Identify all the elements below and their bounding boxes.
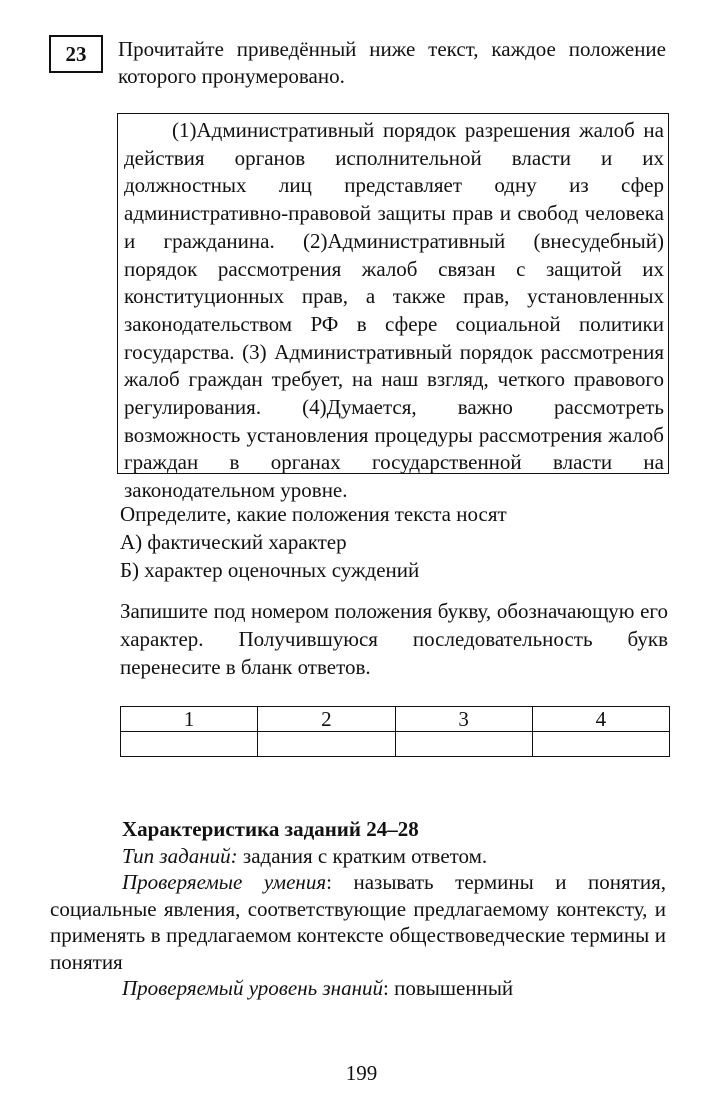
questions-block (120, 500, 668, 584)
task-number: 23 (65, 41, 87, 66)
answer-table-header-row (121, 707, 670, 732)
position-header-2: 2 (258, 707, 395, 732)
skills-label: Проверяемые умения (122, 870, 327, 894)
position-header-4: 4 (532, 707, 669, 732)
level-value: : повышенный (383, 976, 514, 1000)
answer-cell-3[interactable] (395, 732, 532, 757)
task-type-line (50, 843, 666, 870)
text-passage: (1)Административный порядок разрешения жалоб на действия органов исполнительной власти и их должностных лиц представляет одну из сфер административно-правовой защиты прав и свобод человека и гражданина. (2)Административный (внесудебный) порядок рассмотрения жалоб связан с защитой их конституционных прав, а также прав, установленных законодательством РФ в сфере социальной политики государства. (3) Административный порядок рассмотрения жалоб граждан требует, на наш взгляд, четкого правового регулирования. (4)Думается, важно рассмотреть возможность установления процедуры рассмотрения жалоб граждан в органах государственной власти на законодательном уровне. (124, 118, 664, 503)
answer-table (120, 706, 670, 757)
instruction-text: Запишите под номером положения букву, обозначающую его характер. Получившуюся последовательность букв перенесите в бланк ответов. (120, 599, 668, 679)
skills-paragraph (50, 869, 666, 975)
level-label: Проверяемый уровень знаний (122, 976, 383, 1000)
position-header-3: 3 (395, 707, 532, 732)
answer-cell-2[interactable] (258, 732, 395, 757)
option-b: Б) характер оценочных суждений (120, 558, 420, 582)
task-intro: Прочитайте приведённый ниже текст, каждое положение которого пронумеровано. (118, 37, 666, 88)
task-number-box (49, 35, 103, 73)
text-passage-box (117, 113, 669, 503)
answer-cell-4[interactable] (532, 732, 669, 757)
page-number: 199 (345, 1061, 378, 1085)
answer-cell-1[interactable] (121, 732, 258, 757)
task-type-label: Тип заданий: (122, 843, 238, 868)
skills-value: : называть термины и понятия, социальные явления, соответствующие предлагаемому контексту, и применять в предлагаемом контексте обществоведческие термины и понятия (50, 870, 666, 974)
characteristics-section (50, 816, 666, 1002)
questions-prompt: Определите, какие положения текста носят (120, 502, 507, 526)
characteristics-heading: Характеристика заданий 24–28 (122, 817, 419, 841)
level-line (50, 975, 666, 1002)
position-header-1: 1 (121, 707, 258, 732)
answer-table-answer-row (121, 732, 670, 757)
task-type-value: задания с кратким ответом. (237, 843, 488, 868)
option-a: А) фактический характер (120, 530, 347, 554)
